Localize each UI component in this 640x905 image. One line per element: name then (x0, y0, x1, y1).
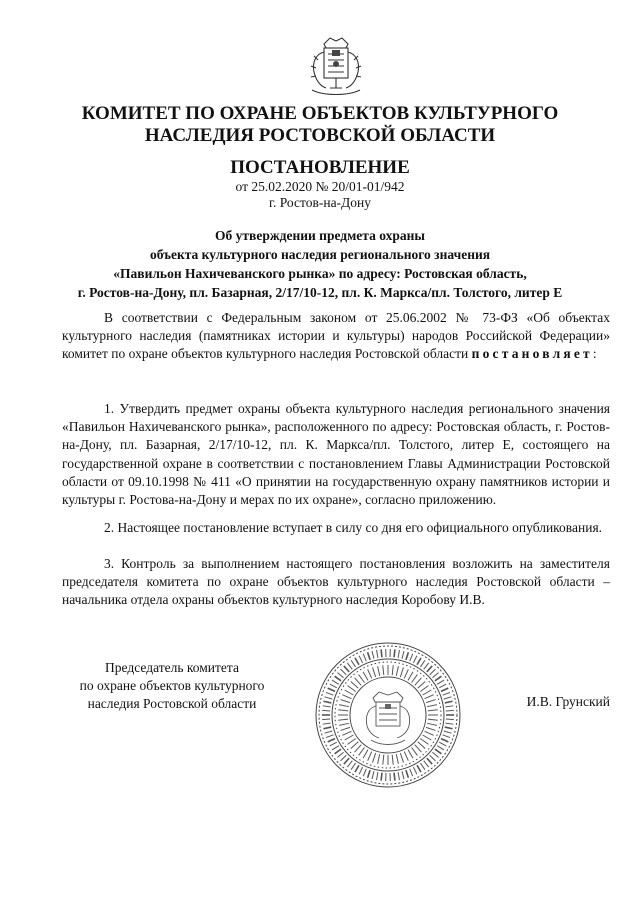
resolves-colon: : (592, 346, 597, 362)
preamble-paragraph (62, 309, 610, 364)
item-1-text: 1. Утвердить предмет охраны объекта культурного наследия регионального значения «Павильон Нахичеванского рынка», расположенного по адресу: Ростовская область, г. Ростов-на-Дону, пл. Базарная, 2/17/10-12, пл. К. Маркса/пл. Толстого, литер Е, состоящего на государственной охране в соответствии с постановлением Главы Администрации Ростовской области от 09.10.1998 № 411 «О принятии на государственную охрану памятников истории и культуры г. Ростова-на-Дону и мерах по их охране», согласно приложению. (62, 401, 610, 508)
organization-name (0, 103, 640, 147)
organization-name-line1: КОМИТЕТ ПО ОХРАНЕ ОБЪЕКТОВ КУЛЬТУРНОГО (81, 103, 559, 124)
subject-line1: Об утверждении предмета охраны (215, 228, 425, 243)
item-3-text: 3. Контроль за выполнением настоящего постановления возложить на заместителя председателя комитета по охране объектов культурного наследия Ростовской области – начальника отдела охраны объектов культурного наследия Коробову И.В. (62, 556, 610, 608)
signatory-title-line1: Председатель комитета (105, 660, 239, 675)
organization-name-line2: НАСЛЕДИЯ РОСТОВСКОЙ ОБЛАСТИ (144, 125, 496, 146)
document-city: г. Ростов-на-Дону (268, 195, 371, 210)
preamble-text: В соответствии с Федеральным законом от 25.06.2002 № 73-ФЗ «Об объектах культурного наследия (памятниках истории и культуры) народов Российской Федерации» комитет по охране объектов культурного наследия Ростовской области (62, 310, 610, 362)
coat-of-arms-emblem (304, 30, 368, 100)
subject-line4: г. Ростов-на-Дону, пл. Базарная, 2/17/10-12, пл. К. Маркса/пл. Толстого, литер Е (77, 285, 563, 300)
item-2-text: 2. Настоящее постановление вступает в силу со дня его официального опубликования. (104, 520, 603, 535)
signatory-title-line3: наследия Ростовской области (87, 696, 257, 711)
document-date-number: от 25.02.2020 № 20/01-01/942 (235, 179, 405, 194)
item-3-paragraph (62, 555, 610, 610)
document-subject (0, 226, 640, 302)
signatory-name: И.В. Грунский (526, 694, 610, 709)
item-1-paragraph (62, 400, 610, 509)
signatory-title-line2: по охране объектов культурного (79, 678, 265, 693)
signatory-title (62, 659, 282, 713)
document-type: ПОСТАНОВЛЕНИЕ (230, 157, 410, 178)
item-2-paragraph (62, 519, 610, 537)
official-seal-stamp (313, 640, 463, 790)
subject-line2: объекта культурного наследия регионального значения (149, 247, 491, 262)
resolves-word: постановляет (471, 346, 593, 362)
subject-line3: «Павильон Нахичеванского рынка» по адресу: Ростовская область, (113, 266, 527, 281)
